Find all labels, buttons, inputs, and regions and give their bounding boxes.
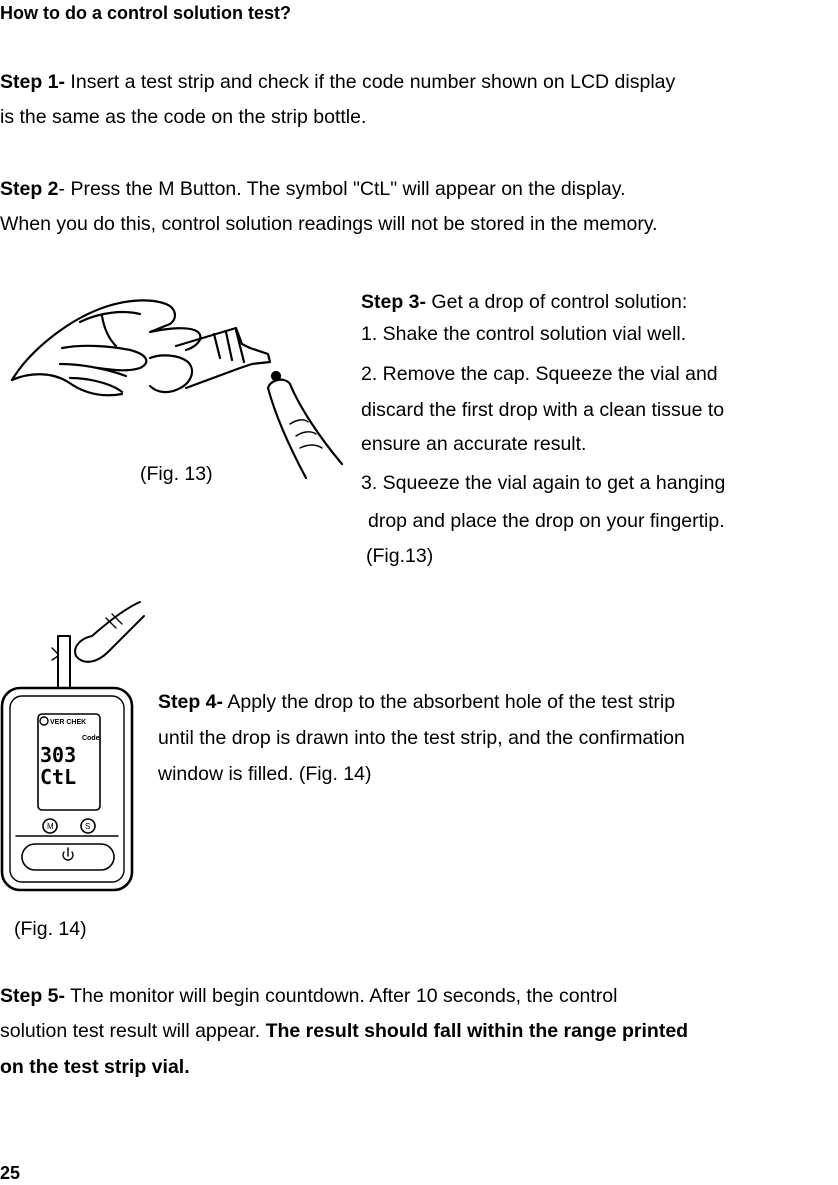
step3-label: Step 3- (361, 291, 427, 313)
step4-line1 (158, 690, 675, 714)
power-icon (63, 848, 73, 860)
step4-label: Step 4- (158, 691, 224, 713)
test-strip-icon (58, 636, 70, 688)
step3-text4: discard the first drop with a clean tissue to (361, 399, 725, 421)
step5-text2-bold: The result should fall within the range printed (265, 1020, 689, 1042)
step5-label: Step 5- (0, 985, 66, 1007)
device-button-m-label: M (47, 822, 54, 831)
step5-line1 (0, 984, 617, 1008)
step3-text8: (Fig.13) (366, 545, 434, 567)
step1-label: Step 1- (0, 71, 66, 93)
step4-text1: Apply the drop to the absorbent hole of the test strip (223, 691, 676, 713)
step3-text2: 1. Shake the control solution vial well. (361, 323, 687, 345)
step1-line1 (0, 70, 675, 94)
fingertip-icon (268, 380, 342, 478)
step4-text2: until the drop is drawn into the test strip, and the confirmation (158, 727, 685, 749)
device-display-value: 303 (40, 743, 77, 767)
step2-text1: - Press the M Button. The symbol "CtL" will appear on the display. (58, 178, 626, 200)
page-title: How to do a control solution test? (0, 3, 291, 23)
step4-text3: window is filled. (Fig. 14) (158, 763, 372, 785)
finger-icon (75, 602, 144, 662)
device-display-mode: CtL (40, 765, 77, 789)
step5-text1: The monitor will begin countdown. After 10 seconds, the control (65, 985, 618, 1007)
fig13-illustration (0, 288, 345, 488)
step5-text2: solution test result will appear. (0, 1020, 266, 1042)
step2-line1 (0, 177, 626, 201)
step5-text3: on the test strip vial. (0, 1056, 190, 1078)
device-brand: VER CHEK (50, 719, 87, 726)
device-code-label: Code (82, 735, 100, 742)
step5-line2 (0, 1019, 688, 1043)
step2-text2: When you do this, control solution readings will not be stored in the memory. (0, 213, 658, 235)
step1-text2: is the same as the code on the strip bottle. (0, 106, 367, 128)
step3-text1: Get a drop of control solution: (426, 291, 688, 313)
step3-text5: ensure an accurate result. (361, 433, 587, 455)
step3-text7: drop and place the drop on your fingertip. (368, 510, 725, 532)
step3-text3: 2. Remove the cap. Squeeze the vial and (361, 363, 718, 385)
page-number: 25 (0, 1163, 21, 1183)
fig13-caption: (Fig. 13) (140, 463, 213, 485)
step3-text6: 3. Squeeze the vial again to get a hanging (361, 472, 726, 494)
fig14-illustration (0, 598, 160, 898)
step2-label: Step 2 (0, 178, 59, 200)
step3-line1 (361, 290, 687, 314)
step1-text1: Insert a test strip and check if the code number shown on LCD display (65, 71, 676, 93)
device-button-s-label: S (85, 822, 91, 831)
fig14-caption: (Fig. 14) (14, 918, 87, 940)
